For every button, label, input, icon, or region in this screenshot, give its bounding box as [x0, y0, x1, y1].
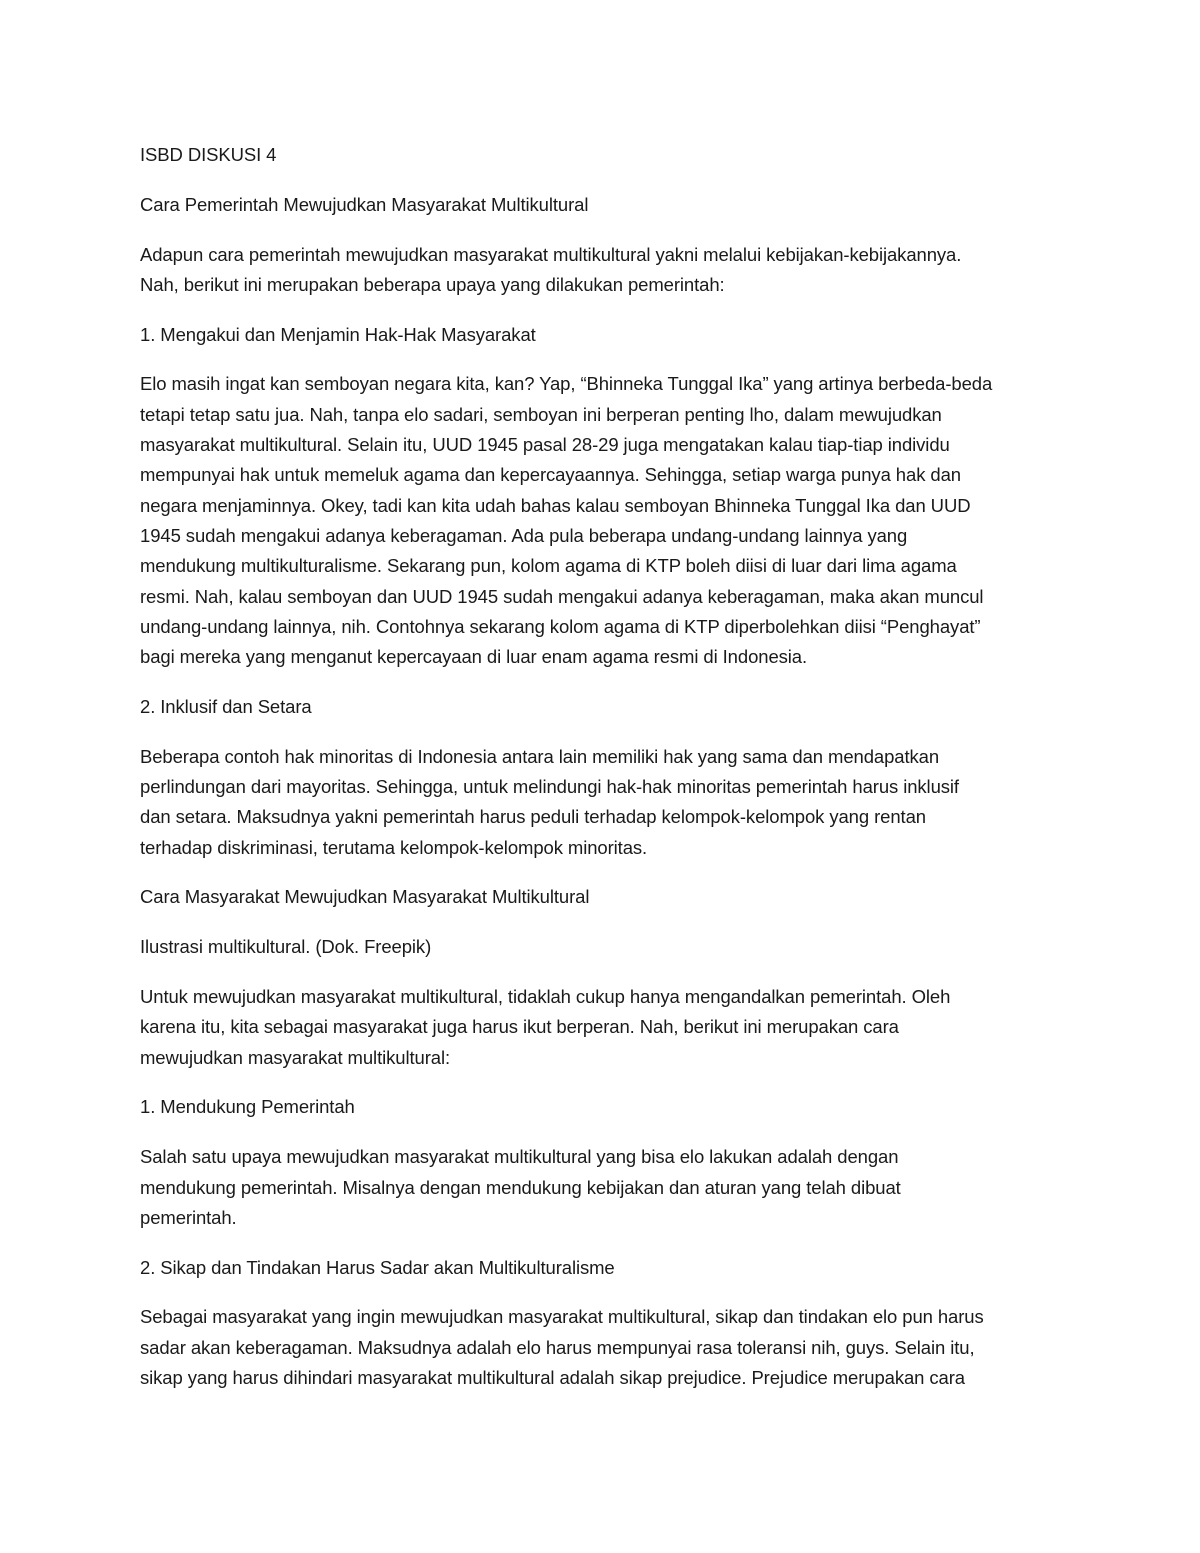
paragraph-line: terhadap diskriminasi, terutama kelompok-kelompok minoritas. — [140, 836, 648, 858]
document-content — [140, 140, 1060, 1413]
point-heading: 1. Mengakui dan Menjamin Hak-Hak Masyarakat — [140, 323, 536, 345]
paragraph-line: Nah, berikut ini merupakan beberapa upaya yang dilakukan pemerintah: — [140, 273, 725, 295]
intro2-paragraph — [140, 982, 1060, 1073]
paragraph-line: resmi. Nah, kalau semboyan dan UUD 1945 sudah mengakui adanya keberagaman, maka akan muncul — [140, 585, 984, 607]
point2-paragraph — [140, 742, 1060, 863]
section-heading: Cara Pemerintah Mewujudkan Masyarakat Multikultural — [140, 193, 589, 215]
point4-heading-block — [140, 1253, 1060, 1283]
paragraph-line: mewujudkan masyarakat multikultural: — [140, 1046, 450, 1068]
paragraph-line: mempunyai hak untuk memeluk agama dan kepercayaannya. Sehingga, setiap warga punya hak dan — [140, 464, 961, 486]
point1-heading-block — [140, 320, 1060, 350]
point3-paragraph — [140, 1142, 1060, 1233]
paragraph-line: 1945 sudah mengakui adanya keberagaman. Ada pula beberapa undang-undang lainnya yang — [140, 524, 908, 546]
paragraph-line: negara menjaminnya. Okey, tadi kan kita udah bahas kalau semboyan Bhinneka Tunggal Ika dan UUD — [140, 494, 971, 516]
image-caption: Ilustrasi multikultural. (Dok. Freepik) — [140, 936, 432, 958]
paragraph-line: Salah satu upaya mewujudkan masyarakat multikultural yang bisa elo lakukan adalah dengan — [140, 1146, 899, 1168]
paragraph-line: mendukung multikulturalisme. Sekarang pun, kolom agama di KTP boleh diisi di luar dari lima agama — [140, 555, 957, 577]
paragraph-line: masyarakat multikultural. Selain itu, UUD 1945 pasal 28-29 juga mengatakan kalau tiap-tiap individu — [140, 434, 950, 456]
point3-heading-block — [140, 1092, 1060, 1122]
paragraph-line: sikap yang harus dihindari masyarakat multikultural adalah sikap prejudice. Prejudice merupakan cara — [140, 1367, 965, 1388]
document-title: ISBD DISKUSI 4 — [140, 144, 277, 165]
point1-paragraph — [140, 369, 1060, 672]
caption-block — [140, 932, 1060, 962]
document-title-block — [140, 140, 1060, 170]
section-heading: Cara Masyarakat Mewujudkan Masyarakat Multikultural — [140, 886, 590, 908]
section-heading-society — [140, 882, 1060, 912]
paragraph-line: sadar akan keberagaman. Maksudnya adalah elo harus mempunyai rasa toleransi nih, guys. Selain itu, — [140, 1336, 975, 1358]
paragraph-line: tetapi tetap satu jua. Nah, tanpa elo sadari, semboyan ini berperan penting lho, dalam mewujudkan — [140, 403, 942, 425]
paragraph-line: Sebagai masyarakat yang ingin mewujudkan masyarakat multikultural, sikap dan tindakan elo pun harus — [140, 1306, 984, 1328]
paragraph-line: Elo masih ingat kan semboyan negara kita, kan? Yap, “Bhinneka Tunggal Ika” yang artinya berbeda-beda — [140, 373, 993, 395]
paragraph-line: Beberapa contoh hak minoritas di Indonesia antara lain memiliki hak yang sama dan mendapatkan — [140, 745, 940, 767]
point-heading: 2. Sikap dan Tindakan Harus Sadar akan Multikulturalisme — [140, 1256, 615, 1278]
paragraph-line: karena itu, kita sebagai masyarakat juga harus ikut berperan. Nah, berikut ini merupakan cara — [140, 1016, 899, 1038]
paragraph-line: Adapun cara pemerintah mewujudkan masyarakat multikultural yakni melalui kebijakan-kebijakannya. — [140, 243, 962, 265]
paragraph-line: Untuk mewujudkan masyarakat multikultural, tidaklah cukup hanya mengandalkan pemerintah. Oleh — [140, 986, 951, 1008]
point4-paragraph — [140, 1302, 1060, 1393]
point2-heading-block — [140, 692, 1060, 722]
section-heading-government — [140, 190, 1060, 220]
point-heading: 1. Mendukung Pemerintah — [140, 1096, 355, 1118]
paragraph-line: bagi mereka yang menganut kepercayaan di luar enam agama resmi di Indonesia. — [140, 646, 808, 668]
point-heading: 2. Inklusif dan Setara — [140, 695, 312, 717]
paragraph-line: mendukung pemerintah. Misalnya dengan mendukung kebijakan dan aturan yang telah dibuat — [140, 1176, 901, 1198]
paragraph-line: undang-undang lainnya, nih. Contohnya sekarang kolom agama di KTP diperbolehkan diisi “Penghayat” — [140, 615, 981, 637]
intro-paragraph — [140, 240, 1060, 301]
paragraph-line: dan setara. Maksudnya yakni pemerintah harus peduli terhadap kelompok-kelompok yang rentan — [140, 806, 926, 828]
paragraph-line: pemerintah. — [140, 1206, 237, 1228]
paragraph-line: perlindungan dari mayoritas. Sehingga, untuk melindungi hak-hak minoritas pemerintah harus inklusif — [140, 776, 959, 798]
